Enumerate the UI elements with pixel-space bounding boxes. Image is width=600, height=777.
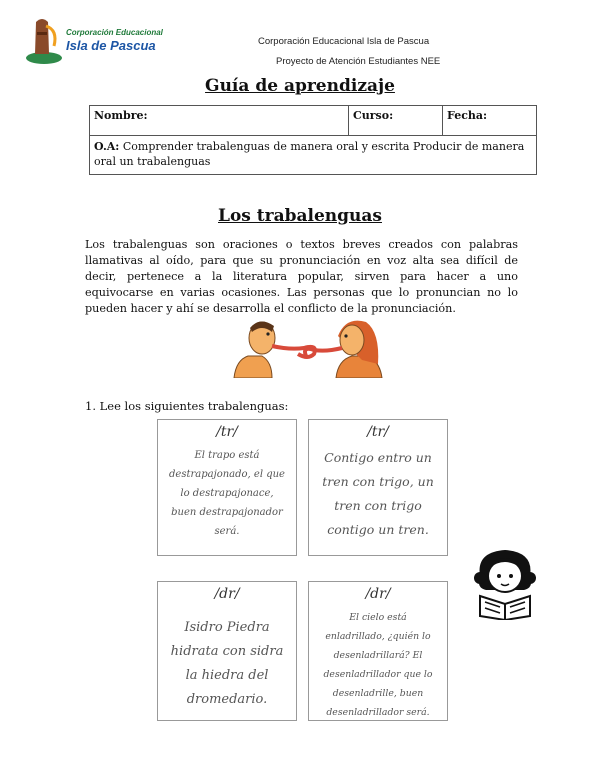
student-info-table — [89, 105, 537, 175]
instruction-text: 1. Lee los siguientes trabalenguas: — [85, 399, 289, 413]
card-4-text: El cielo está enladrillado, ¿quién lo desenladrillará? El desenladrillador que lo desenladrille, buen desenladrillador será. — [323, 612, 433, 718]
moai-logo-icon — [24, 16, 68, 68]
card-2-sound: /tr/ — [367, 424, 389, 440]
institution-name: Corporación Educacional Isla de Pascua — [258, 36, 430, 47]
objective-cell — [90, 136, 537, 175]
date-label: Fecha: — [447, 109, 488, 122]
logo-name: Isla de Pascua — [66, 38, 156, 53]
card-4-sound: /dr/ — [365, 586, 391, 602]
course-label: Curso: — [353, 109, 394, 122]
course-cell[interactable] — [349, 106, 443, 136]
tongue-twister-card-2 — [308, 419, 448, 556]
girl-reading-book-icon — [472, 546, 538, 620]
project-name: Proyecto de Atención Estudiantes NEE — [276, 56, 441, 67]
logo-subtitle: Corporación Educacional — [66, 28, 163, 37]
tongue-twister-card-4 — [308, 581, 448, 721]
card-1-sound: /tr/ — [216, 424, 238, 440]
section-title: Los trabalenguas — [218, 206, 382, 226]
name-label: Nombre: — [94, 109, 148, 122]
card-2-text: Contigo entro un tren con trigo, un tren con trigo contigo un tren. — [322, 450, 434, 537]
tongue-twister-card-3 — [157, 581, 297, 721]
tongue-twister-card-1 — [157, 419, 297, 556]
oa-text: Comprender trabalenguas de manera oral y escrita Producir de manera oral un trabalenguas — [94, 140, 525, 168]
date-cell[interactable] — [443, 106, 537, 136]
intro-paragraph: Los trabalenguas son oraciones o textos breves creados con palabras llamativas al oído, para que su pronunciación en voz alta sea difícil de decir, pertenece a la literatura popular, sirven para hacer a uno equivocarse en varias ocasiones. Las personas que lo pronuncian no lo pueden hacer y ahí se desarrolla el conflicto de la pronunciación. — [85, 238, 518, 315]
card-3-sound: /dr/ — [214, 586, 240, 602]
card-1-text: El trapo está destrapajonado, el que lo destrapajonace, buen destrapajonador será. — [169, 450, 285, 537]
tangled-tongues-illustration — [228, 316, 386, 378]
card-3-text: Isidro Piedra hidrata con sidra la hiedra del dromedario. — [170, 620, 284, 707]
name-cell[interactable] — [90, 106, 349, 136]
oa-label: O.A: — [94, 140, 120, 153]
guide-title: Guía de aprendizaje — [205, 76, 395, 96]
